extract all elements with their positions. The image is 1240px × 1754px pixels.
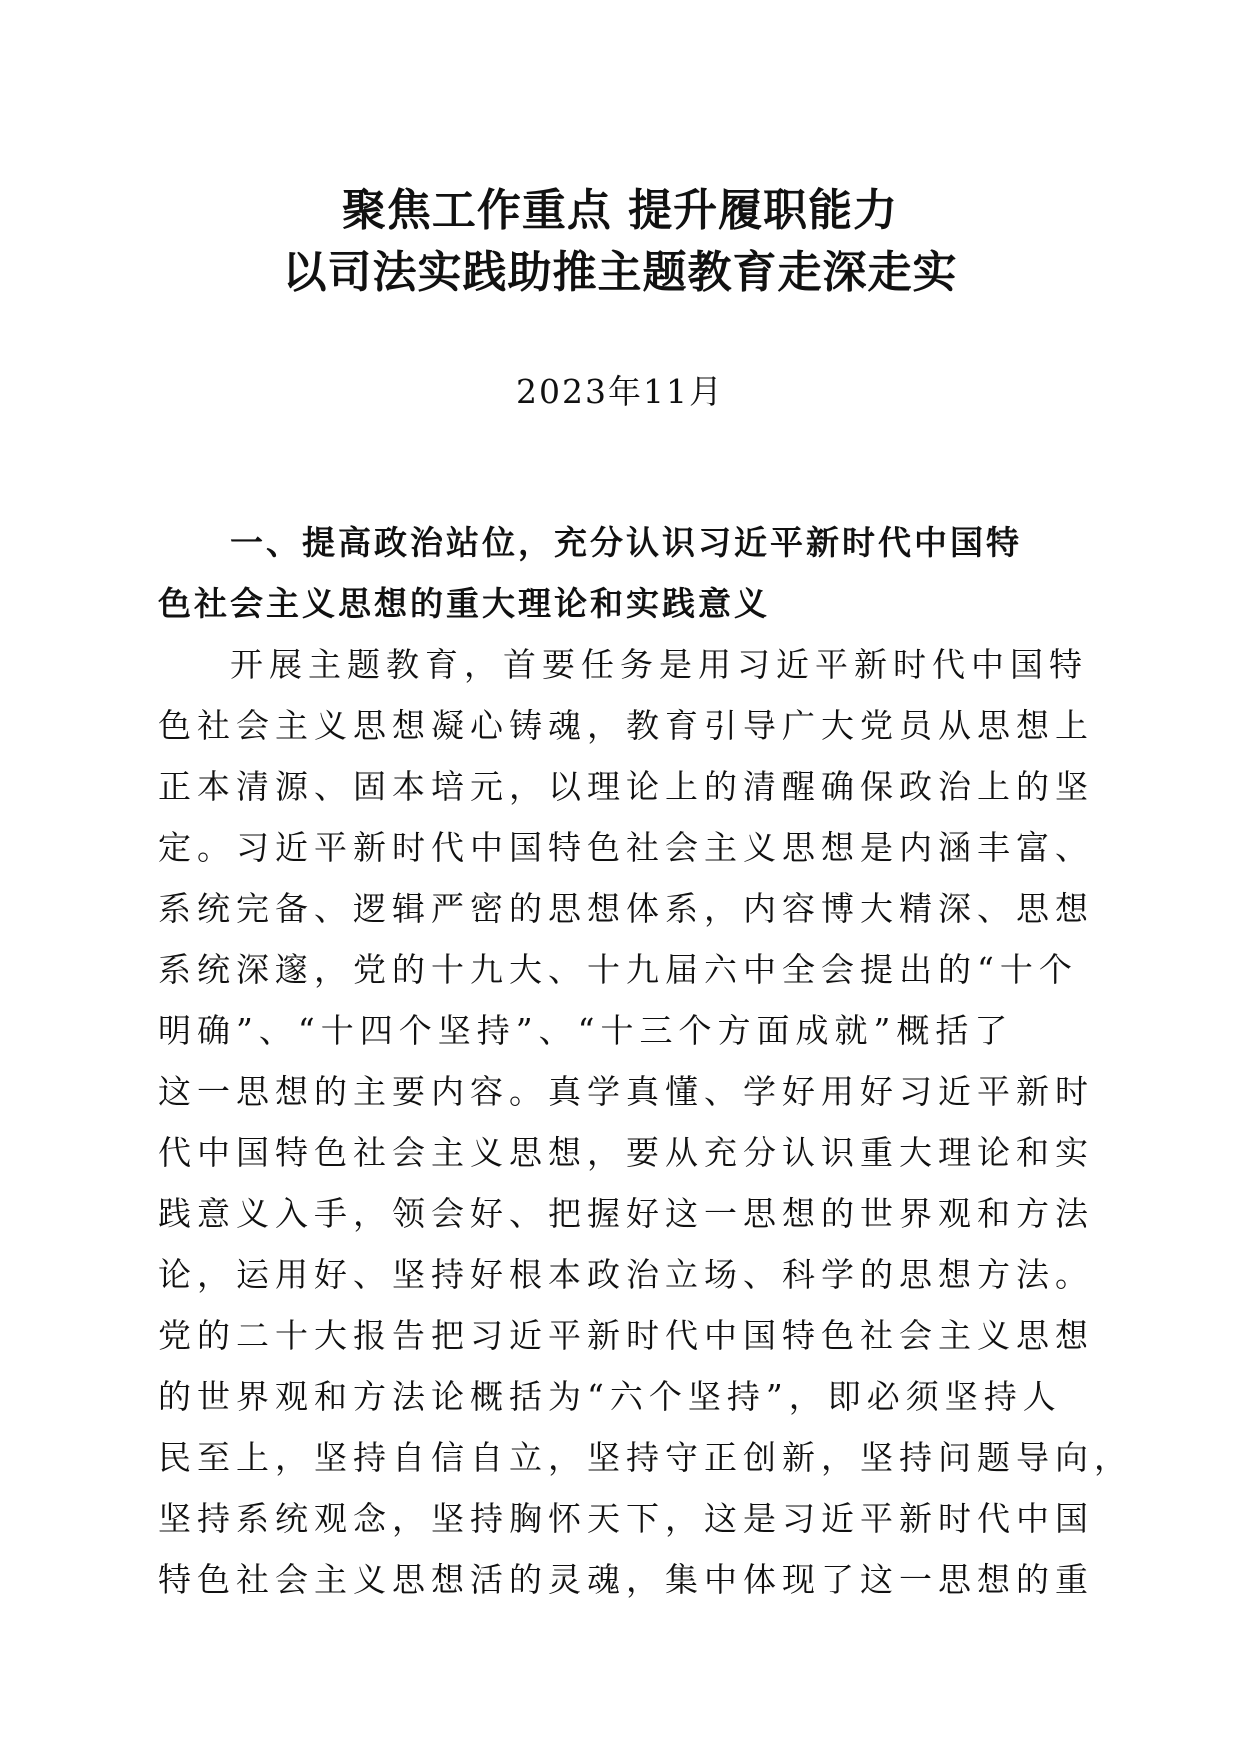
- paragraph-line: 论，运用好、坚持好根本政治立场、科学的思想方法。: [158, 1255, 1094, 1294]
- paragraph-line: 特色社会主义思想活的灵魂，集中体现了这一思想的重: [158, 1560, 1094, 1599]
- paragraph-line: 定。习近平新时代中国特色社会主义思想是内涵丰富、: [158, 828, 1094, 867]
- document-body: [158, 512, 1133, 1610]
- paragraph-line: 正本清源、固本培元，以理论上的清醒确保政治上的坚: [158, 767, 1094, 806]
- paragraph-line: 践意义入手，领会好、把握好这一思想的世界观和方法: [158, 1194, 1094, 1233]
- section-heading-line: 一、提高政治站位，充分认识习近平新时代中国特: [230, 523, 1022, 562]
- paragraph-line: 明确”、“十四个坚持”、“十三个方面成就”概括了: [158, 1011, 1014, 1050]
- paragraph-line: 党的二十大报告把习近平新时代中国特色社会主义思想: [158, 1316, 1094, 1355]
- paragraph-line: 坚持系统观念，坚持胸怀天下，这是习近平新时代中国: [158, 1499, 1094, 1538]
- paragraph-line: 代中国特色社会主义思想，要从充分认识重大理论和实: [158, 1133, 1094, 1172]
- document-date: 2023年11月: [516, 372, 724, 411]
- paragraph-line: 系统深邃，党的十九大、十九届六中全会提出的“十个: [158, 950, 1078, 989]
- section-heading-line: 色社会主义思想的重大理论和实践意义: [158, 584, 770, 623]
- paragraph-line: 的世界观和方法论概括为“六个坚持”，即必须坚持人: [158, 1377, 1062, 1416]
- document-title: [0, 180, 1240, 304]
- paragraph-line: 色社会主义思想凝心铸魂，教育引导广大党员从思想上: [158, 706, 1094, 745]
- paragraph-line: 开展主题教育，首要任务是用习近平新时代中国特: [230, 645, 1088, 684]
- title-line-2: 以司法实践助推主题教育走深走实: [282, 247, 958, 298]
- paragraph-line: 系统完备、逻辑严密的思想体系，内容博大精深、思想: [158, 889, 1094, 928]
- paragraph-line: 民至上，坚持自信自立，坚持守正创新，坚持问题导向，: [158, 1438, 1133, 1477]
- paragraph-line: 这一思想的主要内容。真学真懂、学好用好习近平新时: [158, 1072, 1094, 1111]
- title-line-1: 聚焦工作重点 提升履职能力: [341, 185, 899, 236]
